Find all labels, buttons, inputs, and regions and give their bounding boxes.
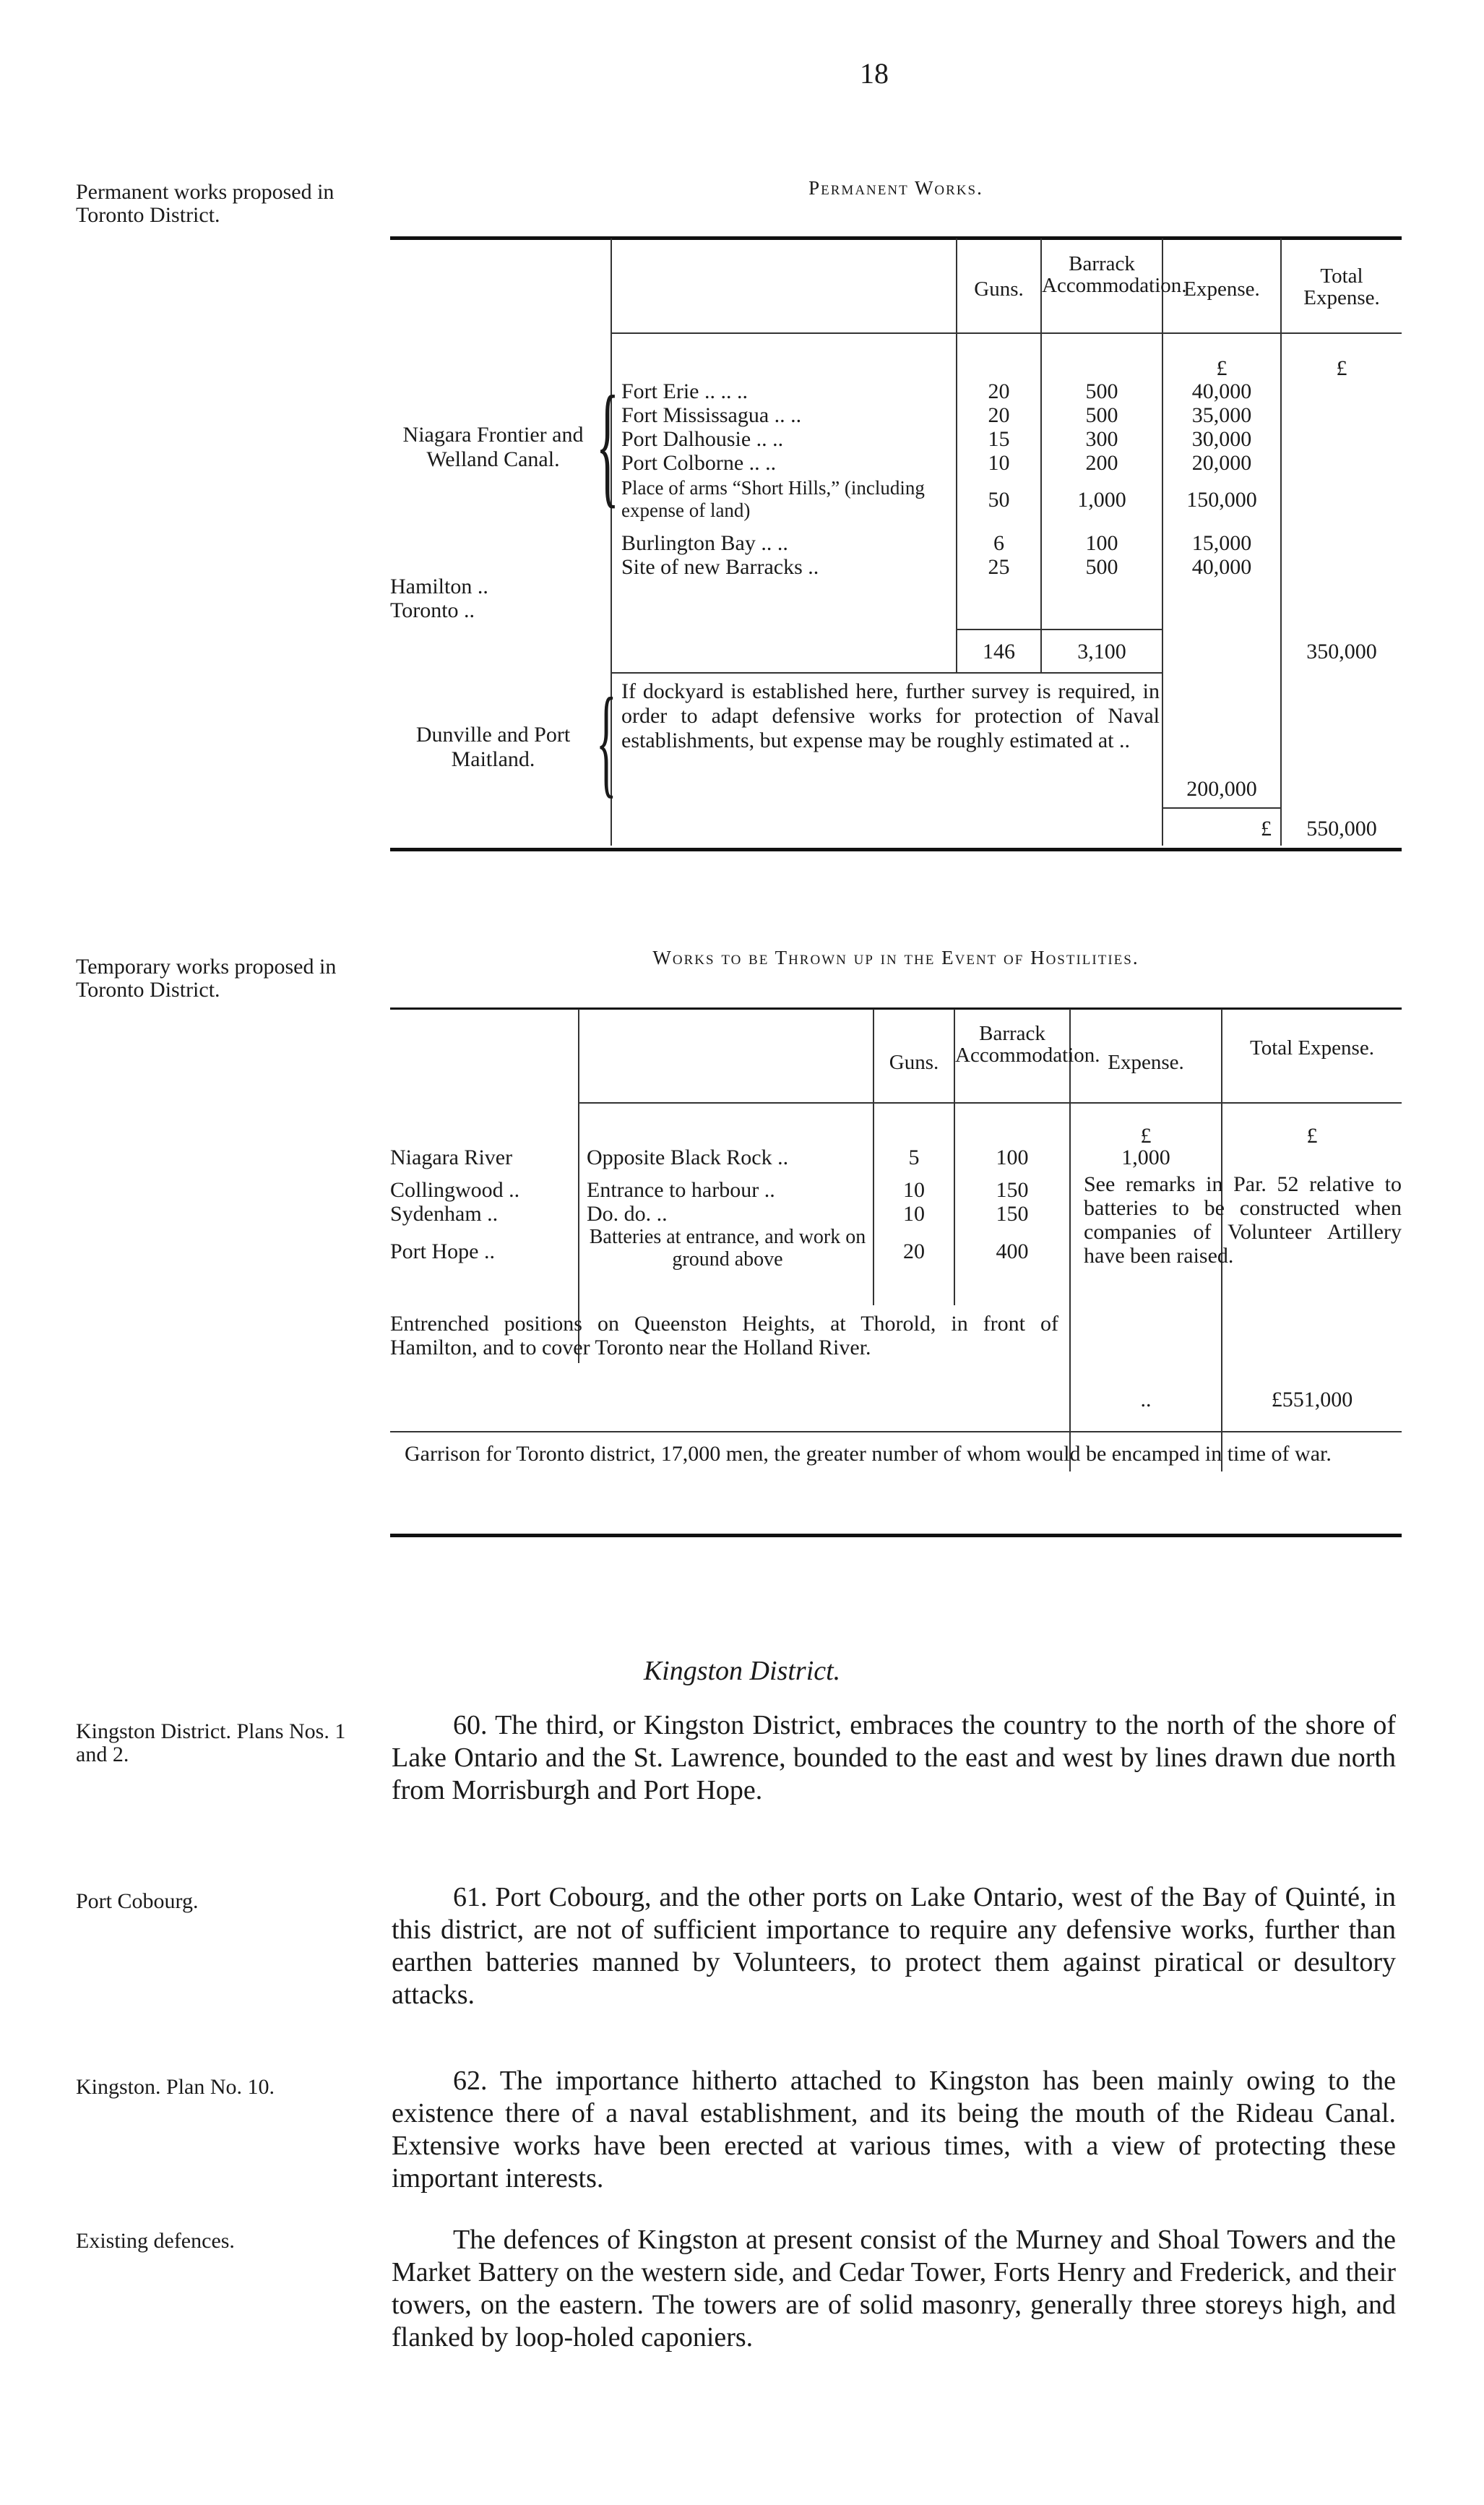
row-barrack: 100 bbox=[996, 1146, 1029, 1169]
row-expense: 150,000 bbox=[1186, 488, 1257, 512]
kingston-section-title: Kingston District. bbox=[643, 1656, 841, 1686]
group-dunville: Dunville and Port Maitland. bbox=[415, 723, 571, 771]
row-site: Entrance to harbour .. bbox=[587, 1178, 775, 1202]
row-site: Opposite Black Rock .. bbox=[587, 1146, 789, 1169]
row-rule bbox=[1162, 807, 1280, 809]
paragraph-61-text: 61. Port Cobourg, and the other ports on Lake Ontario, west of the Bay of Quinté, in this district, are not of sufficient importance to require any defensive works, further than earthen batteries manned by Volunteers, to protect them against piratical or desultory attacks. bbox=[392, 1882, 1396, 2010]
row-barrack: 300 bbox=[1085, 427, 1118, 451]
row-name: Port Colborne .. .. bbox=[621, 451, 777, 475]
paragraph-63-text: The defences of Kingston at present consist of the Murney and Shoal Towers and the Market Battery on the western side, and Cedar Tower, Forts Henry and Frederick, and their towers, on the eastern. The towers are of solid masonry, generally three storeys high, and flanked by loop-holed caponiers. bbox=[392, 2225, 1396, 2353]
temporary-works-table bbox=[390, 983, 1402, 1576]
header-total: Total Expense. bbox=[1303, 265, 1380, 309]
header-total: Total Expense. bbox=[1250, 1036, 1374, 1060]
entrenched-text: Entrenched positions on Queenston Heights, at Thorold, in front of Hamilton, and to cover Toronto near the Holland River. bbox=[390, 1312, 1058, 1359]
row-name: Port Dalhousie .. .. bbox=[621, 427, 784, 451]
table-top-rule bbox=[390, 236, 1402, 240]
row-name: Fort Mississagua .. .. bbox=[621, 403, 802, 427]
row-guns: 10 bbox=[988, 451, 1010, 475]
row-barrack: 500 bbox=[1085, 379, 1118, 403]
row-barrack: 400 bbox=[996, 1239, 1029, 1263]
total-permanent: 350,000 bbox=[1306, 640, 1377, 663]
col-divider bbox=[578, 1009, 579, 1363]
temporary-total: £551,000 bbox=[1271, 1388, 1353, 1412]
col-divider bbox=[1280, 239, 1282, 846]
row-expense: 1,000 bbox=[1121, 1146, 1170, 1169]
row-guns: 20 bbox=[988, 379, 1010, 403]
brace-icon: { bbox=[596, 369, 619, 520]
row-name: Fort Erie .. .. .. bbox=[621, 379, 748, 403]
temporary-table-title: Works to be Thrown up in the Event of Hostilities. bbox=[652, 947, 1139, 968]
row-place: Port Hope .. bbox=[390, 1239, 495, 1263]
row-place: Niagara River bbox=[390, 1146, 513, 1169]
total-barrack: 3,100 bbox=[1077, 640, 1126, 663]
row-name: Site of new Barracks .. bbox=[621, 555, 819, 579]
row-guns: 20 bbox=[903, 1239, 925, 1263]
row-place: Sydenham .. bbox=[390, 1202, 499, 1226]
currency-total: £ bbox=[1306, 1124, 1318, 1148]
margin-note-permanent: Permanent works proposed in Toronto District. bbox=[76, 180, 335, 227]
garrison-note: Garrison for Toronto district, 17,000 men, the greater number of whom would be encamped in time of war. bbox=[405, 1442, 1332, 1466]
row-expense: 30,000 bbox=[1191, 427, 1252, 451]
row-barrack: 500 bbox=[1085, 555, 1118, 579]
row-rule bbox=[611, 672, 1162, 674]
header-rule bbox=[611, 332, 1402, 334]
row-site: Do. do. .. bbox=[587, 1202, 668, 1226]
paragraph-63 bbox=[392, 2224, 1396, 2354]
row-barrack: 1,000 bbox=[1077, 488, 1126, 512]
paragraph-60-text: 60. The third, or Kingston District, embraces the country to the north of the shore of Lake Ontario and the St. Lawrence, bounded to the east and west by lines drawn due north from Morrisburgh and Port Hope. bbox=[392, 1710, 1396, 1805]
row-expense: 15,000 bbox=[1191, 531, 1252, 555]
row-expense: 40,000 bbox=[1191, 555, 1252, 579]
table-bottom-rule bbox=[390, 1534, 1402, 1537]
row-guns: 6 bbox=[993, 531, 1004, 555]
currency-expense: £ bbox=[1216, 356, 1228, 380]
table-top-rule bbox=[390, 1007, 1402, 1010]
permanent-table-title: Permanent Works. bbox=[808, 177, 983, 199]
margin-note-kingston-plan: Kingston. Plan No. 10. bbox=[76, 2075, 275, 2099]
currency-expense: £ bbox=[1140, 1124, 1152, 1148]
row-expense: 35,000 bbox=[1191, 403, 1252, 427]
permanent-works-table bbox=[390, 213, 1402, 864]
dockyard-expense: 200,000 bbox=[1186, 777, 1257, 801]
table-bottom-rule bbox=[390, 848, 1402, 851]
row-rule bbox=[390, 1431, 1402, 1432]
row-name: Burlington Bay .. .. bbox=[621, 531, 788, 555]
row-site: Batteries at entrance, and work on ground above bbox=[589, 1226, 866, 1271]
paragraph-62-text: 62. The importance hitherto attached to Kingston has been mainly owing to the existence there of a naval establishment, and its being the mouth of the Rideau Canal. Extensive works have been erected at various times, with a view of protecting these important interests. bbox=[392, 2066, 1396, 2194]
group-toronto: Toronto .. bbox=[390, 598, 475, 622]
total-guns: 146 bbox=[983, 640, 1015, 663]
group-hamilton: Hamilton .. bbox=[390, 575, 488, 598]
header-barrack: Barrack Accommodation. bbox=[955, 1022, 1100, 1067]
margin-note-cobourg: Port Cobourg. bbox=[76, 1889, 199, 1913]
row-guns: 25 bbox=[988, 555, 1010, 579]
remarks-text: See remarks in Par. 52 relative to batteries to be constructed when companies of Volunteer Artillery have been raised. bbox=[1084, 1172, 1402, 1268]
row-guns: 50 bbox=[988, 488, 1010, 512]
paragraph-61 bbox=[392, 1881, 1396, 2011]
margin-note-defences: Existing defences. bbox=[76, 2229, 235, 2253]
row-barrack: 100 bbox=[1085, 531, 1118, 555]
group-niagara: Niagara Frontier and Welland Canal. bbox=[402, 423, 584, 471]
row-guns: 15 bbox=[988, 427, 1010, 451]
row-barrack: 150 bbox=[996, 1202, 1029, 1226]
header-rule bbox=[578, 1102, 1402, 1104]
row-guns: 10 bbox=[903, 1178, 925, 1202]
header-expense: Expense. bbox=[1183, 278, 1260, 301]
grand-total: 550,000 bbox=[1306, 817, 1377, 841]
header-guns: Guns. bbox=[974, 278, 1024, 301]
row-guns: 20 bbox=[988, 403, 1010, 427]
margin-note-temporary: Temporary works proposed in Toronto District. bbox=[76, 955, 337, 1002]
row-guns: 5 bbox=[908, 1146, 920, 1169]
currency-total: £ bbox=[1336, 356, 1347, 380]
row-barrack: 200 bbox=[1085, 451, 1118, 475]
row-name: Place of arms “Short Hills,” (including expense of land) bbox=[621, 477, 925, 521]
paragraph-62 bbox=[392, 2065, 1396, 2195]
row-barrack: 500 bbox=[1085, 403, 1118, 427]
paragraph-60 bbox=[392, 1709, 1396, 1807]
grand-total-currency: £ bbox=[1261, 817, 1272, 841]
row-guns: 10 bbox=[903, 1202, 925, 1226]
page-number: 18 bbox=[860, 57, 889, 90]
header-expense: Expense. bbox=[1108, 1051, 1184, 1074]
subtotal-rule bbox=[956, 629, 1162, 630]
row-expense: 20,000 bbox=[1191, 451, 1252, 475]
margin-note-kingston-district: Kingston District. Plans Nos. 1 and 2. bbox=[76, 1719, 346, 1766]
header-barrack: Barrack Accommodation. bbox=[1042, 252, 1187, 297]
row-barrack: 150 bbox=[996, 1178, 1029, 1202]
brace-icon: { bbox=[596, 673, 617, 809]
header-guns: Guns. bbox=[889, 1051, 939, 1074]
dockyard-text: If dockyard is established here, further survey is required, in order to adapt defensive works for protection of Naval establishments, but expense may be roughly estimated at .. bbox=[621, 679, 1160, 752]
row-place: Collingwood .. bbox=[390, 1178, 520, 1202]
entrenched-dots: .. bbox=[1140, 1388, 1152, 1412]
row-expense: 40,000 bbox=[1191, 379, 1252, 403]
